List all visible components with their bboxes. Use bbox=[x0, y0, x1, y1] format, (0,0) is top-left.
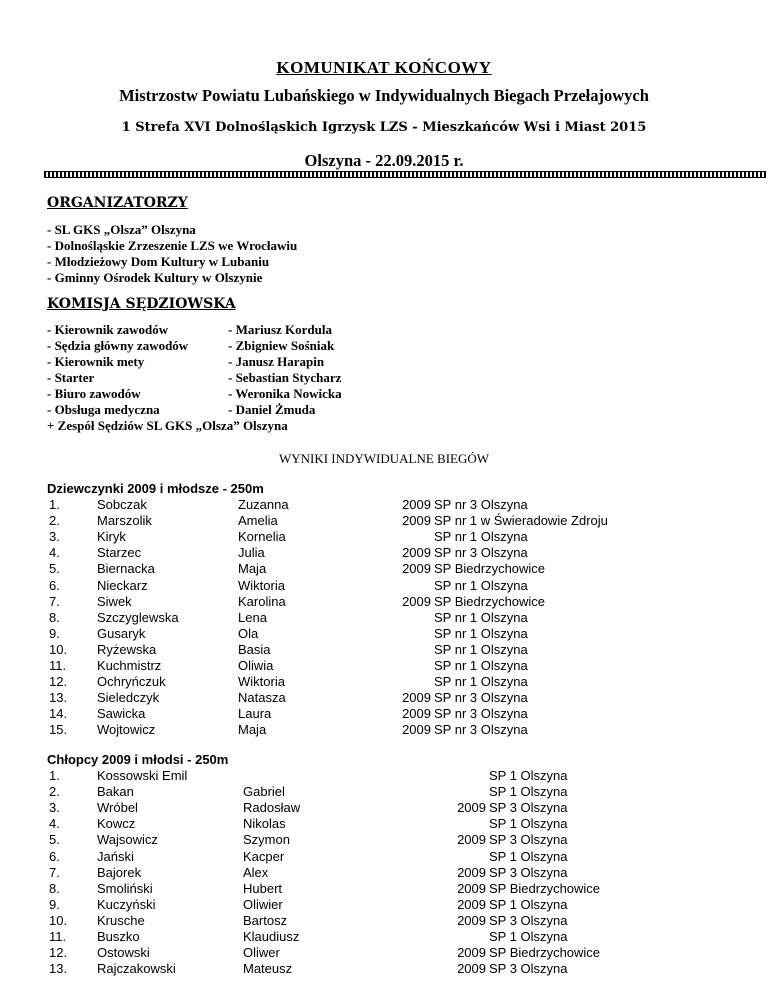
result-first-name: Szymon bbox=[243, 832, 290, 847]
result-school: SP 3 Olszyna bbox=[489, 865, 568, 880]
result-first-name: Hubert bbox=[243, 881, 283, 896]
organizer-item: - Dolnośląskie Zrzeszenie LZS we Wrocławiu bbox=[47, 238, 298, 253]
separator-rule bbox=[44, 171, 766, 178]
result-birth-year: 2009 bbox=[457, 945, 486, 960]
result-first-name: Mateusz bbox=[243, 961, 293, 976]
result-place: 12. bbox=[49, 674, 68, 689]
result-school: SP nr 1 w Świeradowie Zdroju bbox=[434, 513, 608, 528]
result-surname: Nieckarz bbox=[97, 578, 148, 593]
result-first-name: Kacper bbox=[243, 849, 285, 864]
result-birth-year: 2009 bbox=[402, 513, 431, 528]
result-place: 9. bbox=[49, 897, 60, 912]
result-birth-year: 2009 bbox=[457, 800, 486, 815]
result-first-name: Oliwier bbox=[243, 897, 283, 912]
result-first-name: Alex bbox=[243, 865, 269, 880]
committee-heading: KOMISJA SĘDZIOWSKA bbox=[47, 296, 236, 312]
result-place: 8. bbox=[49, 610, 60, 625]
result-school: SP Biedrzychowice bbox=[489, 945, 601, 960]
result-birth-year: 2009 bbox=[402, 594, 431, 609]
result-place: 4. bbox=[49, 816, 60, 831]
result-place: 7. bbox=[49, 594, 60, 609]
result-surname: Ryżewska bbox=[97, 642, 157, 657]
committee-role: - Obsługa medyczna bbox=[47, 402, 160, 417]
result-surname: Sieledczyk bbox=[97, 690, 160, 705]
result-place: 10. bbox=[49, 913, 68, 928]
result-surname: Krusche bbox=[97, 913, 145, 928]
result-place: 4. bbox=[49, 545, 60, 560]
result-surname: Gusaryk bbox=[97, 626, 146, 641]
result-surname: Wróbel bbox=[97, 800, 138, 815]
result-school: SP 1 Olszyna bbox=[489, 897, 568, 912]
result-birth-year: 2009 bbox=[402, 690, 431, 705]
result-school: SP 1 Olszyna bbox=[489, 768, 568, 783]
result-first-name: Zuzanna bbox=[238, 497, 289, 512]
result-birth-year: 2009 bbox=[402, 497, 431, 512]
result-place: 6. bbox=[49, 849, 60, 864]
committee-role: - Kierownik zawodów bbox=[47, 322, 169, 337]
result-place: 2. bbox=[49, 513, 60, 528]
result-place: 3. bbox=[49, 800, 60, 815]
result-surname: Starzec bbox=[97, 545, 142, 560]
result-birth-year: 2009 bbox=[457, 897, 486, 912]
result-first-name: Wiktoria bbox=[238, 674, 285, 689]
result-surname: Bajorek bbox=[97, 865, 142, 880]
result-place: 13. bbox=[49, 690, 68, 705]
result-surname: Buszko bbox=[97, 929, 140, 944]
result-school: SP nr 1 Olszyna bbox=[434, 578, 528, 593]
committee-person: - Weronika Nowicka bbox=[228, 386, 342, 401]
result-school: SP Biedrzychowice bbox=[434, 561, 546, 576]
result-first-name: Amelia bbox=[238, 513, 278, 528]
result-place: 13. bbox=[49, 961, 68, 976]
result-birth-year: 2009 bbox=[402, 545, 431, 560]
result-school: SP 3 Olszyna bbox=[489, 800, 568, 815]
result-school: SP nr 3 Olszyna bbox=[434, 690, 528, 705]
result-surname: Kuczyński bbox=[97, 897, 156, 912]
committee-person: - Mariusz Kordula bbox=[228, 322, 332, 337]
result-first-name: Maja bbox=[238, 561, 267, 576]
result-surname: Rajczakowski bbox=[97, 961, 176, 976]
result-place: 11. bbox=[49, 658, 67, 673]
organizer-item: - Młodzieżowy Dom Kultury w Lubaniu bbox=[47, 254, 270, 269]
result-school: SP nr 3 Olszyna bbox=[434, 545, 528, 560]
organizers-heading: ORGANIZATORZY bbox=[47, 195, 188, 211]
result-first-name: Wiktoria bbox=[238, 578, 285, 593]
results-heading: WYNIKI INDYWIDUALNE BIEGÓW bbox=[278, 451, 490, 466]
result-surname: Bakan bbox=[97, 784, 134, 799]
result-first-name: Bartosz bbox=[243, 913, 288, 928]
result-surname: Jański bbox=[97, 849, 134, 864]
result-surname: Kossowski Emil bbox=[97, 768, 188, 783]
result-school: SP 1 Olszyna bbox=[489, 849, 568, 864]
result-first-name: Lena bbox=[238, 610, 267, 625]
result-first-name: Klaudiusz bbox=[243, 929, 300, 944]
category-title: Chłopcy 2009 i młodsi - 250m bbox=[47, 752, 229, 767]
result-school: SP 3 Olszyna bbox=[489, 913, 568, 928]
result-school: SP 1 Olszyna bbox=[489, 784, 568, 799]
result-place: 15. bbox=[49, 722, 68, 737]
result-school: SP nr 1 Olszyna bbox=[434, 529, 528, 544]
result-first-name: Oliwia bbox=[238, 658, 274, 673]
document-title: KOMUNIKAT KOŃCOWY bbox=[276, 58, 492, 77]
result-school: SP nr 1 Olszyna bbox=[434, 642, 528, 657]
result-birth-year: 2009 bbox=[457, 881, 486, 896]
document-subtitle-2: 1 Strefa XVI Dolnośląskich Igrzysk LZS - Mieszkańców Wsi i Miast 2015 bbox=[121, 120, 647, 135]
result-school: SP nr 3 Olszyna bbox=[434, 722, 528, 737]
result-birth-year: 2009 bbox=[402, 722, 431, 737]
result-first-name: Julia bbox=[238, 545, 265, 560]
result-first-name: Natasza bbox=[238, 690, 286, 705]
result-place: 11. bbox=[49, 929, 67, 944]
document-subtitle: Mistrzostw Powiatu Lubańskiego w Indywidualnych Biegach Przełajowych bbox=[119, 86, 649, 105]
result-surname: Siwek bbox=[97, 594, 132, 609]
result-place: 5. bbox=[49, 832, 60, 847]
result-birth-year: 2009 bbox=[457, 913, 486, 928]
result-place: 7. bbox=[49, 865, 60, 880]
result-first-name: Oliwer bbox=[243, 945, 280, 960]
result-place: 12. bbox=[49, 945, 68, 960]
result-surname: Biernacka bbox=[97, 561, 155, 576]
result-place: 3. bbox=[49, 529, 60, 544]
result-place: 10. bbox=[49, 642, 68, 657]
result-school: SP nr 1 Olszyna bbox=[434, 626, 528, 641]
result-surname: Sawicka bbox=[97, 706, 146, 721]
result-school: SP nr 1 Olszyna bbox=[434, 674, 528, 689]
result-surname: Wojtowicz bbox=[97, 722, 156, 737]
result-school: SP 3 Olszyna bbox=[489, 832, 568, 847]
result-place: 1. bbox=[49, 768, 60, 783]
result-first-name: Ola bbox=[238, 626, 259, 641]
result-school: SP nr 3 Olszyna bbox=[434, 706, 528, 721]
result-birth-year: 2009 bbox=[457, 865, 486, 880]
result-school: SP nr 1 Olszyna bbox=[434, 610, 528, 625]
place-date: Olszyna - 22.09.2015 r. bbox=[304, 151, 464, 170]
organizer-item: - SL GKS „Olsza” Olszyna bbox=[47, 222, 196, 237]
committee-person: - Janusz Harapin bbox=[228, 354, 325, 369]
result-place: 2. bbox=[49, 784, 60, 799]
result-surname: Marszolik bbox=[97, 513, 152, 528]
result-surname: Wajsowicz bbox=[97, 832, 158, 847]
result-first-name: Nikolas bbox=[243, 816, 286, 831]
result-place: 6. bbox=[49, 578, 60, 593]
result-place: 1. bbox=[49, 497, 60, 512]
organizer-item: - Gminny Ośrodek Kultury w Olszynie bbox=[47, 270, 263, 285]
result-birth-year: 2009 bbox=[402, 561, 431, 576]
committee-role: - Starter bbox=[47, 370, 95, 385]
result-place: 9. bbox=[49, 626, 60, 641]
result-surname: Kiryk bbox=[97, 529, 126, 544]
result-place: 8. bbox=[49, 881, 60, 896]
committee-person: - Zbigniew Sośniak bbox=[228, 338, 335, 353]
result-first-name: Gabriel bbox=[243, 784, 285, 799]
committee-role: - Sędzia główny zawodów bbox=[47, 338, 189, 353]
result-first-name: Karolina bbox=[238, 594, 286, 609]
result-first-name: Kornelia bbox=[238, 529, 286, 544]
result-first-name: Radosław bbox=[243, 800, 301, 815]
committee-note: + Zespół Sędziów SL GKS „Olsza” Olszyna bbox=[47, 418, 288, 433]
result-place: 5. bbox=[49, 561, 60, 576]
result-surname: Sobczak bbox=[97, 497, 147, 512]
result-school: SP 1 Olszyna bbox=[489, 929, 568, 944]
committee-person: - Sebastian Stycharz bbox=[228, 370, 342, 385]
result-surname: Szczyglewska bbox=[97, 610, 179, 625]
result-first-name: Basia bbox=[238, 642, 271, 657]
result-school: SP Biedrzychowice bbox=[434, 594, 546, 609]
result-surname: Ostowski bbox=[97, 945, 150, 960]
result-school: SP 1 Olszyna bbox=[489, 816, 568, 831]
result-school: SP nr 3 Olszyna bbox=[434, 497, 528, 512]
result-surname: Kowcz bbox=[97, 816, 136, 831]
category-title: Dziewczynki 2009 i młodsze - 250m bbox=[47, 481, 264, 496]
result-birth-year: 2009 bbox=[457, 961, 486, 976]
result-first-name: Laura bbox=[238, 706, 272, 721]
result-first-name: Maja bbox=[238, 722, 267, 737]
result-surname: Kuchmistrz bbox=[97, 658, 162, 673]
result-school: SP nr 1 Olszyna bbox=[434, 658, 528, 673]
committee-role: - Kierownik mety bbox=[47, 354, 145, 369]
result-birth-year: 2009 bbox=[457, 832, 486, 847]
committee-role: - Biuro zawodów bbox=[47, 386, 141, 401]
result-surname: Ochryńczuk bbox=[97, 674, 166, 689]
result-school: SP Biedrzychowice bbox=[489, 881, 601, 896]
committee-person: - Daniel Żmuda bbox=[228, 402, 316, 417]
result-birth-year: 2009 bbox=[402, 706, 431, 721]
result-surname: Smoliński bbox=[97, 881, 153, 896]
result-school: SP 3 Olszyna bbox=[489, 961, 568, 976]
result-place: 14. bbox=[49, 706, 68, 721]
